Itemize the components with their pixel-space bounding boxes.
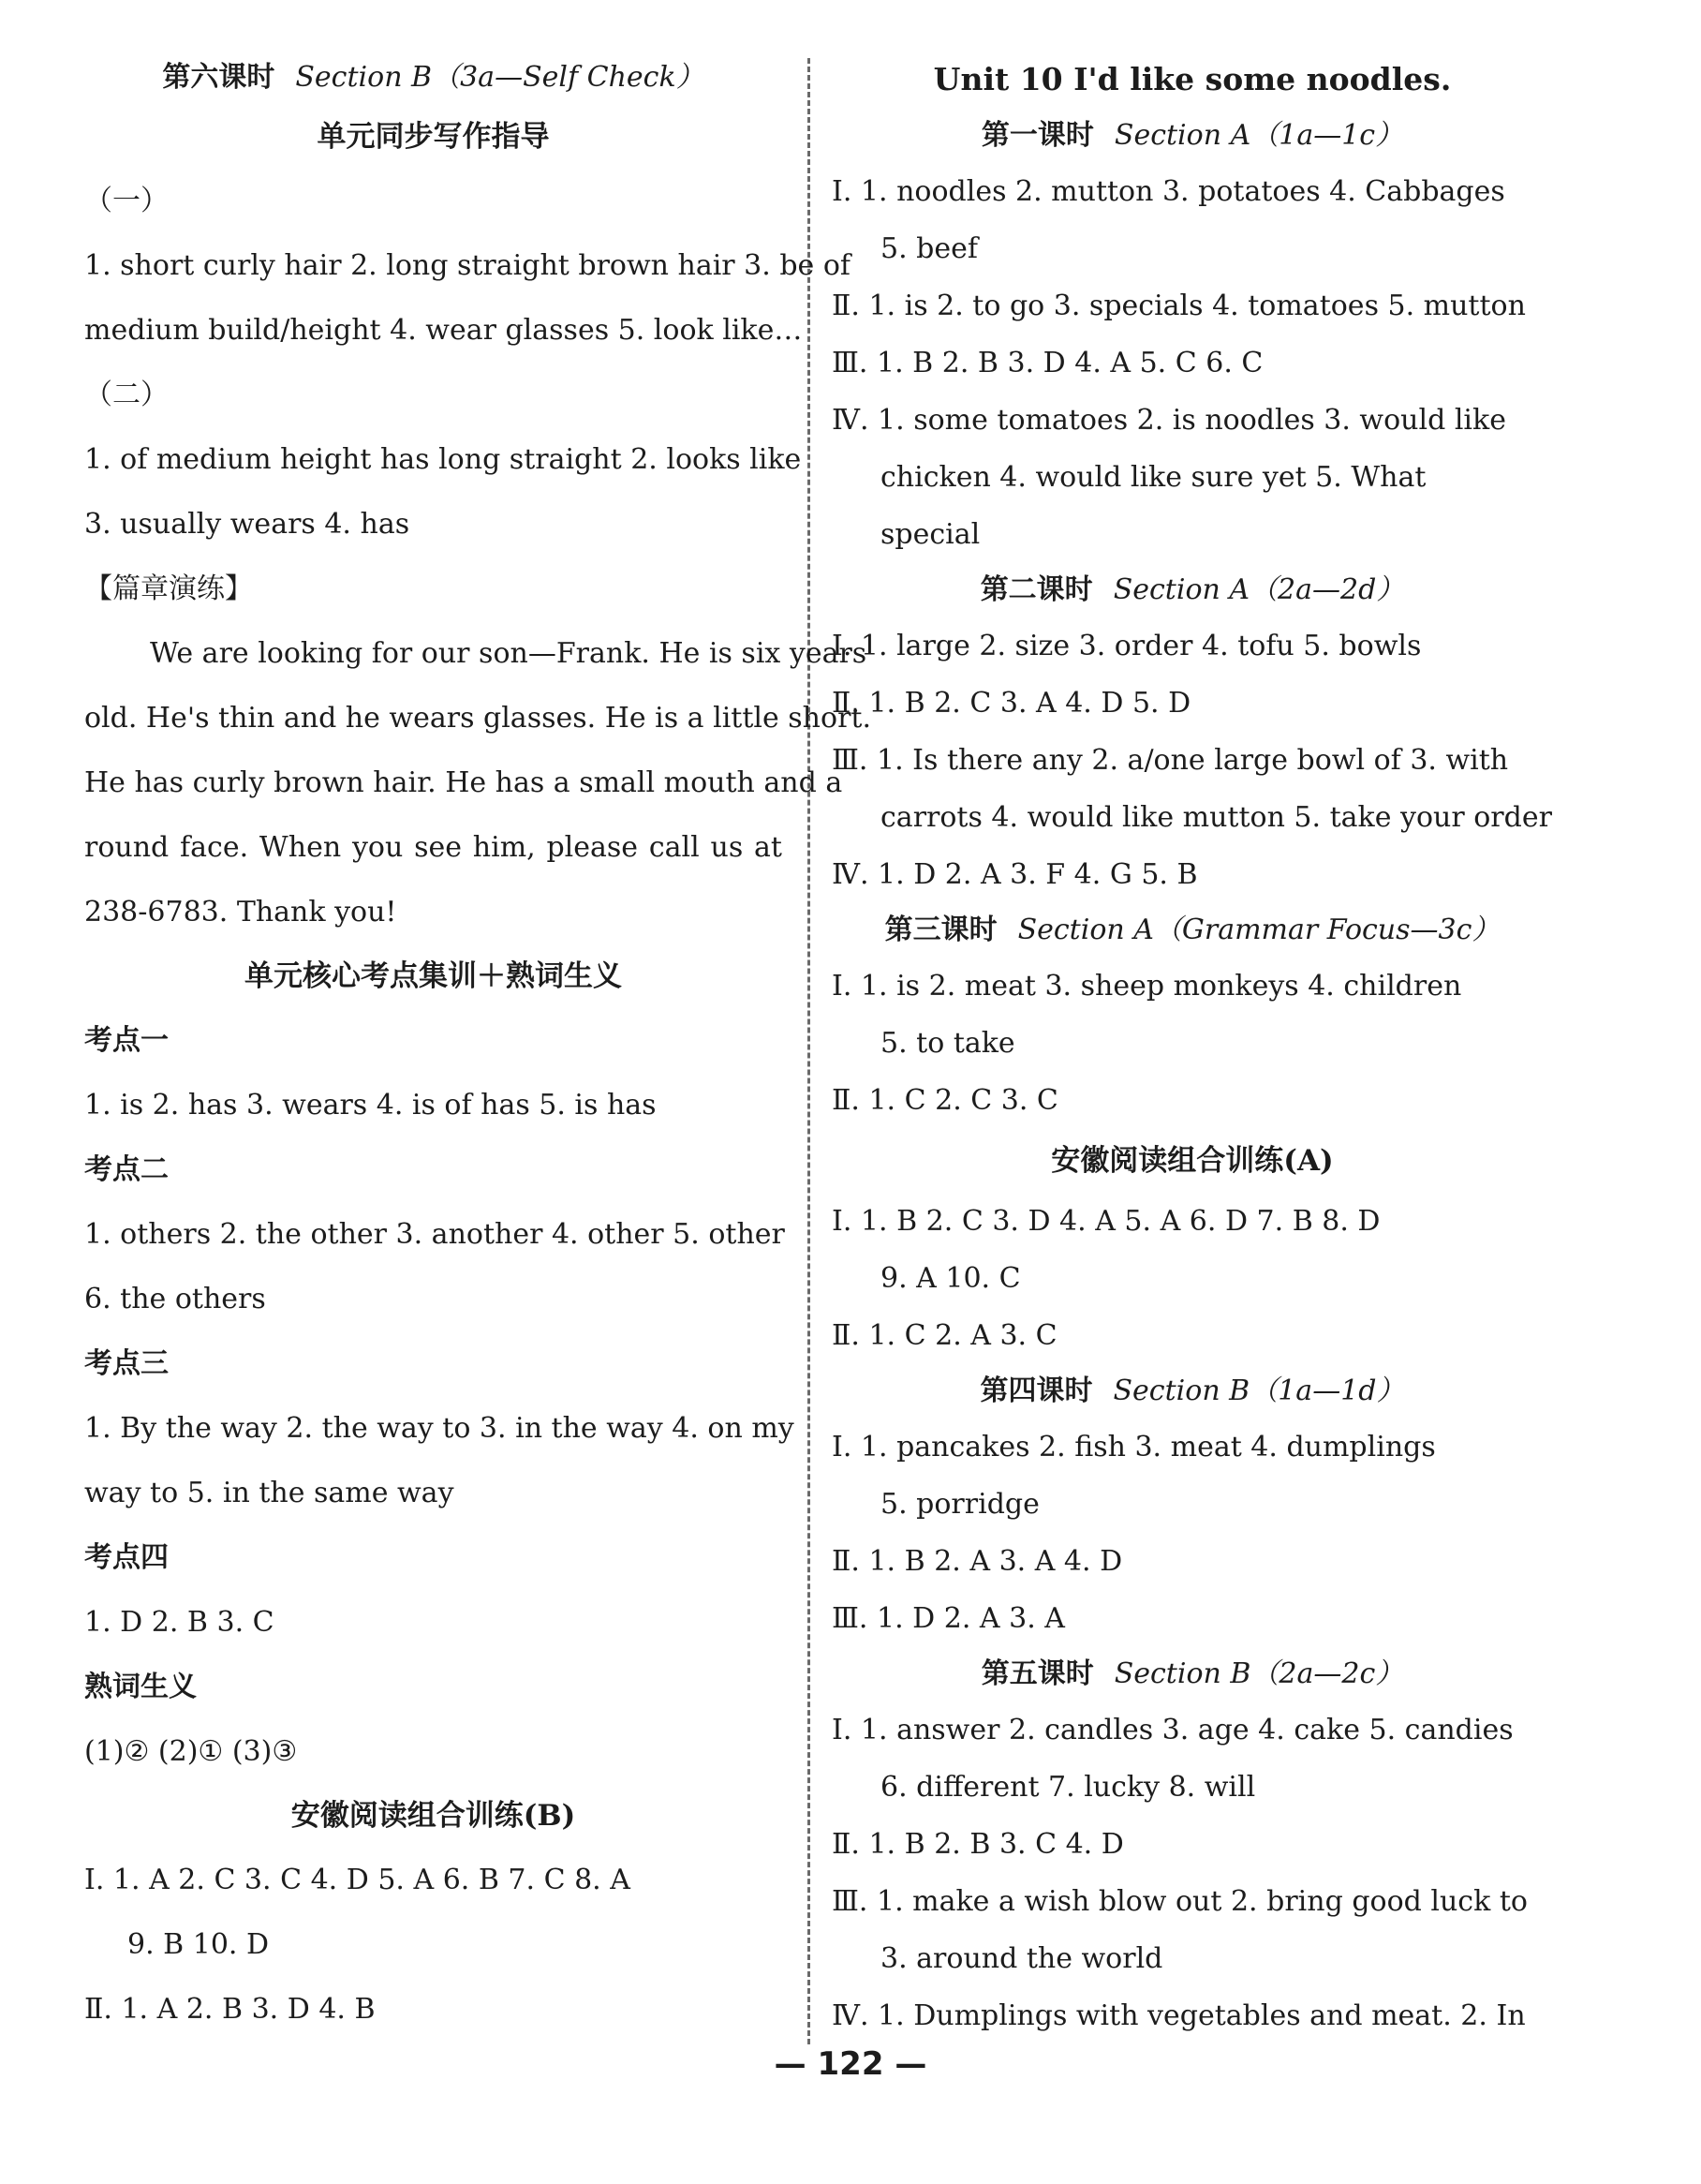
practice-paragraph-line: round face. When you see him, please call us at xyxy=(84,831,782,864)
answer-line: 1. By the way 2. the way to 3. in the way 4. on my xyxy=(84,1412,794,1445)
answer-line: 1. short curly hair 2. long straight brown hair 3. be of xyxy=(84,249,850,282)
lesson3-number: 第三课时 xyxy=(884,914,998,946)
answer-line: 1. others 2. the other 3. another 4. other 5. other xyxy=(84,1218,785,1251)
answer-line: Ⅰ. 1. answer 2. candles 3. age 4. cake 5. candies xyxy=(832,1714,1514,1746)
answer-line: Ⅱ. 1. B 2. C 3. A 4. D 5. D xyxy=(832,687,1191,720)
lesson1-section: Section A（1a—1c） xyxy=(1114,119,1404,152)
lesson2-number: 第二课时 xyxy=(980,573,1093,606)
practice-label: 【篇章演练】 xyxy=(84,572,253,605)
answer-line: 6. the others xyxy=(84,1283,266,1315)
answer-line: chicken 4. would like sure yet 5. What xyxy=(880,461,1427,494)
lesson1-heading xyxy=(832,109,1553,163)
answer-line: 6. different 7. lucky 8. will xyxy=(880,1771,1256,1804)
answer-line: Ⅰ. 1. A 2. C 3. C 4. D 5. A 6. B 7. C 8. A xyxy=(84,1864,630,1896)
lesson5-number: 第五课时 xyxy=(981,1657,1094,1690)
answer-line: Ⅲ. 1. make a wish blow out 2. bring good luck to xyxy=(832,1885,1528,1918)
answer-line: 5. beef xyxy=(880,232,978,265)
answer-line: way to 5. in the same way xyxy=(84,1477,454,1509)
answer-line: 1. is 2. has 3. wears 4. is of has 5. is has xyxy=(84,1089,657,1122)
column-divider xyxy=(807,58,810,2044)
part2-label: （二） xyxy=(84,379,169,411)
answer-line: 5. porridge xyxy=(880,1488,1040,1521)
lesson6-number: 第六课时 xyxy=(162,61,275,94)
answer-line: 3. usually wears 4. has xyxy=(84,508,410,541)
practice-paragraph-line: He has curly brown hair. He has a small mouth and a xyxy=(84,766,843,799)
lesson2-heading xyxy=(832,563,1553,617)
shuci-label: 熟词生义 xyxy=(84,1671,197,1703)
lesson2-section: Section A（2a—2d） xyxy=(1113,573,1405,606)
practice-paragraph-line: We are looking for our son—Frank. He is six years xyxy=(150,637,867,670)
lesson5-section: Section B（2a—2c） xyxy=(1114,1657,1404,1690)
lesson4-section: Section B（1a—1d） xyxy=(1113,1374,1405,1407)
anhui-reading-a-title: 安徽阅读组合训练(A) xyxy=(1051,1144,1334,1178)
answer-line: Ⅰ. 1. is 2. meat 3. sheep monkeys 4. children xyxy=(832,970,1462,1003)
kd4-label: 考点四 xyxy=(84,1541,169,1574)
lesson6-section: Section B（3a—Self Check） xyxy=(295,61,704,94)
lesson1-number: 第一课时 xyxy=(981,119,1094,152)
lesson3-section: Section A（Grammar Focus—3c） xyxy=(1017,914,1501,946)
kd3-label: 考点三 xyxy=(84,1347,169,1380)
answer-line: 5. to take xyxy=(880,1027,1015,1060)
answer-line: Ⅱ. 1. B 2. A 3. A 4. D xyxy=(832,1545,1123,1578)
answer-line: 1. of medium height has long straight 2. looks like xyxy=(84,443,802,476)
lesson6-heading xyxy=(84,51,782,105)
answer-line: medium build/height 4. wear glasses 5. look like… xyxy=(84,314,803,347)
answer-line: (1)② (2)① (3)③ xyxy=(84,1735,298,1768)
answer-line: special xyxy=(880,518,981,551)
part1-label: （一） xyxy=(84,185,169,217)
answer-line: Ⅰ. 1. noodles 2. mutton 3. potatoes 4. Cabbages xyxy=(832,175,1505,208)
answer-line: Ⅰ. 1. pancakes 2. fish 3. meat 4. dumplings xyxy=(832,1431,1436,1463)
lesson4-heading xyxy=(832,1364,1553,1419)
page-number: — 122 — xyxy=(774,2045,927,2083)
answer-line: 3. around the world xyxy=(880,1942,1163,1975)
answer-line: Ⅲ. 1. B 2. B 3. D 4. A 5. C 6. C xyxy=(832,347,1264,379)
lesson5-heading xyxy=(832,1647,1553,1701)
answer-line: Ⅱ. 1. A 2. B 3. D 4. B xyxy=(84,1993,376,2026)
practice-paragraph-line: 238-6783. Thank you! xyxy=(84,896,397,929)
anhui-reading-b-title: 安徽阅读组合训练(B) xyxy=(290,1799,576,1833)
left-column xyxy=(84,51,871,2042)
answer-line: Ⅱ. 1. B 2. B 3. C 4. D xyxy=(832,1828,1124,1861)
core-points-title: 单元核心考点集训＋熟词生义 xyxy=(244,959,622,993)
answer-line: Ⅲ. 1. Is there any 2. a/one large bowl of 3. with xyxy=(832,744,1509,777)
answer-line: Ⅳ. 1. D 2. A 3. F 4. G 5. B xyxy=(832,858,1198,891)
kd1-label: 考点一 xyxy=(84,1024,169,1057)
answer-line: 9. B 10. D xyxy=(127,1928,270,1961)
answer-line: Ⅳ. 1. Dumplings with vegetables and meat. 2. In xyxy=(832,1999,1526,2032)
answer-line: 9. A 10. C xyxy=(880,1262,1021,1295)
writing-guide-title: 单元同步写作指导 xyxy=(317,120,550,154)
answer-line: Ⅰ. 1. large 2. size 3. order 4. tofu 5. bowls xyxy=(832,630,1422,662)
right-column xyxy=(832,51,1553,2044)
practice-paragraph-line: old. He's thin and he wears glasses. He is a little short. xyxy=(84,702,871,735)
lesson4-number: 第四课时 xyxy=(980,1374,1093,1407)
lesson3-heading xyxy=(832,903,1553,958)
answer-line: Ⅰ. 1. B 2. C 3. D 4. A 5. A 6. D 7. B 8. D xyxy=(832,1205,1381,1238)
answer-line: Ⅲ. 1. D 2. A 3. A xyxy=(832,1602,1065,1635)
answer-line: Ⅳ. 1. some tomatoes 2. is noodles 3. would like xyxy=(832,404,1506,437)
answer-line: Ⅱ. 1. C 2. C 3. C xyxy=(832,1084,1058,1117)
answer-line: carrots 4. would like mutton 5. take your order xyxy=(880,801,1552,834)
answer-line: Ⅱ. 1. C 2. A 3. C xyxy=(832,1319,1058,1352)
answer-line: 1. D 2. B 3. C xyxy=(84,1606,274,1639)
answer-line: Ⅱ. 1. is 2. to go 3. specials 4. tomatoes 5. mutton xyxy=(832,290,1526,322)
unit-title: Unit 10 I'd like some noodles. xyxy=(933,61,1452,97)
kd2-label: 考点二 xyxy=(84,1153,169,1186)
